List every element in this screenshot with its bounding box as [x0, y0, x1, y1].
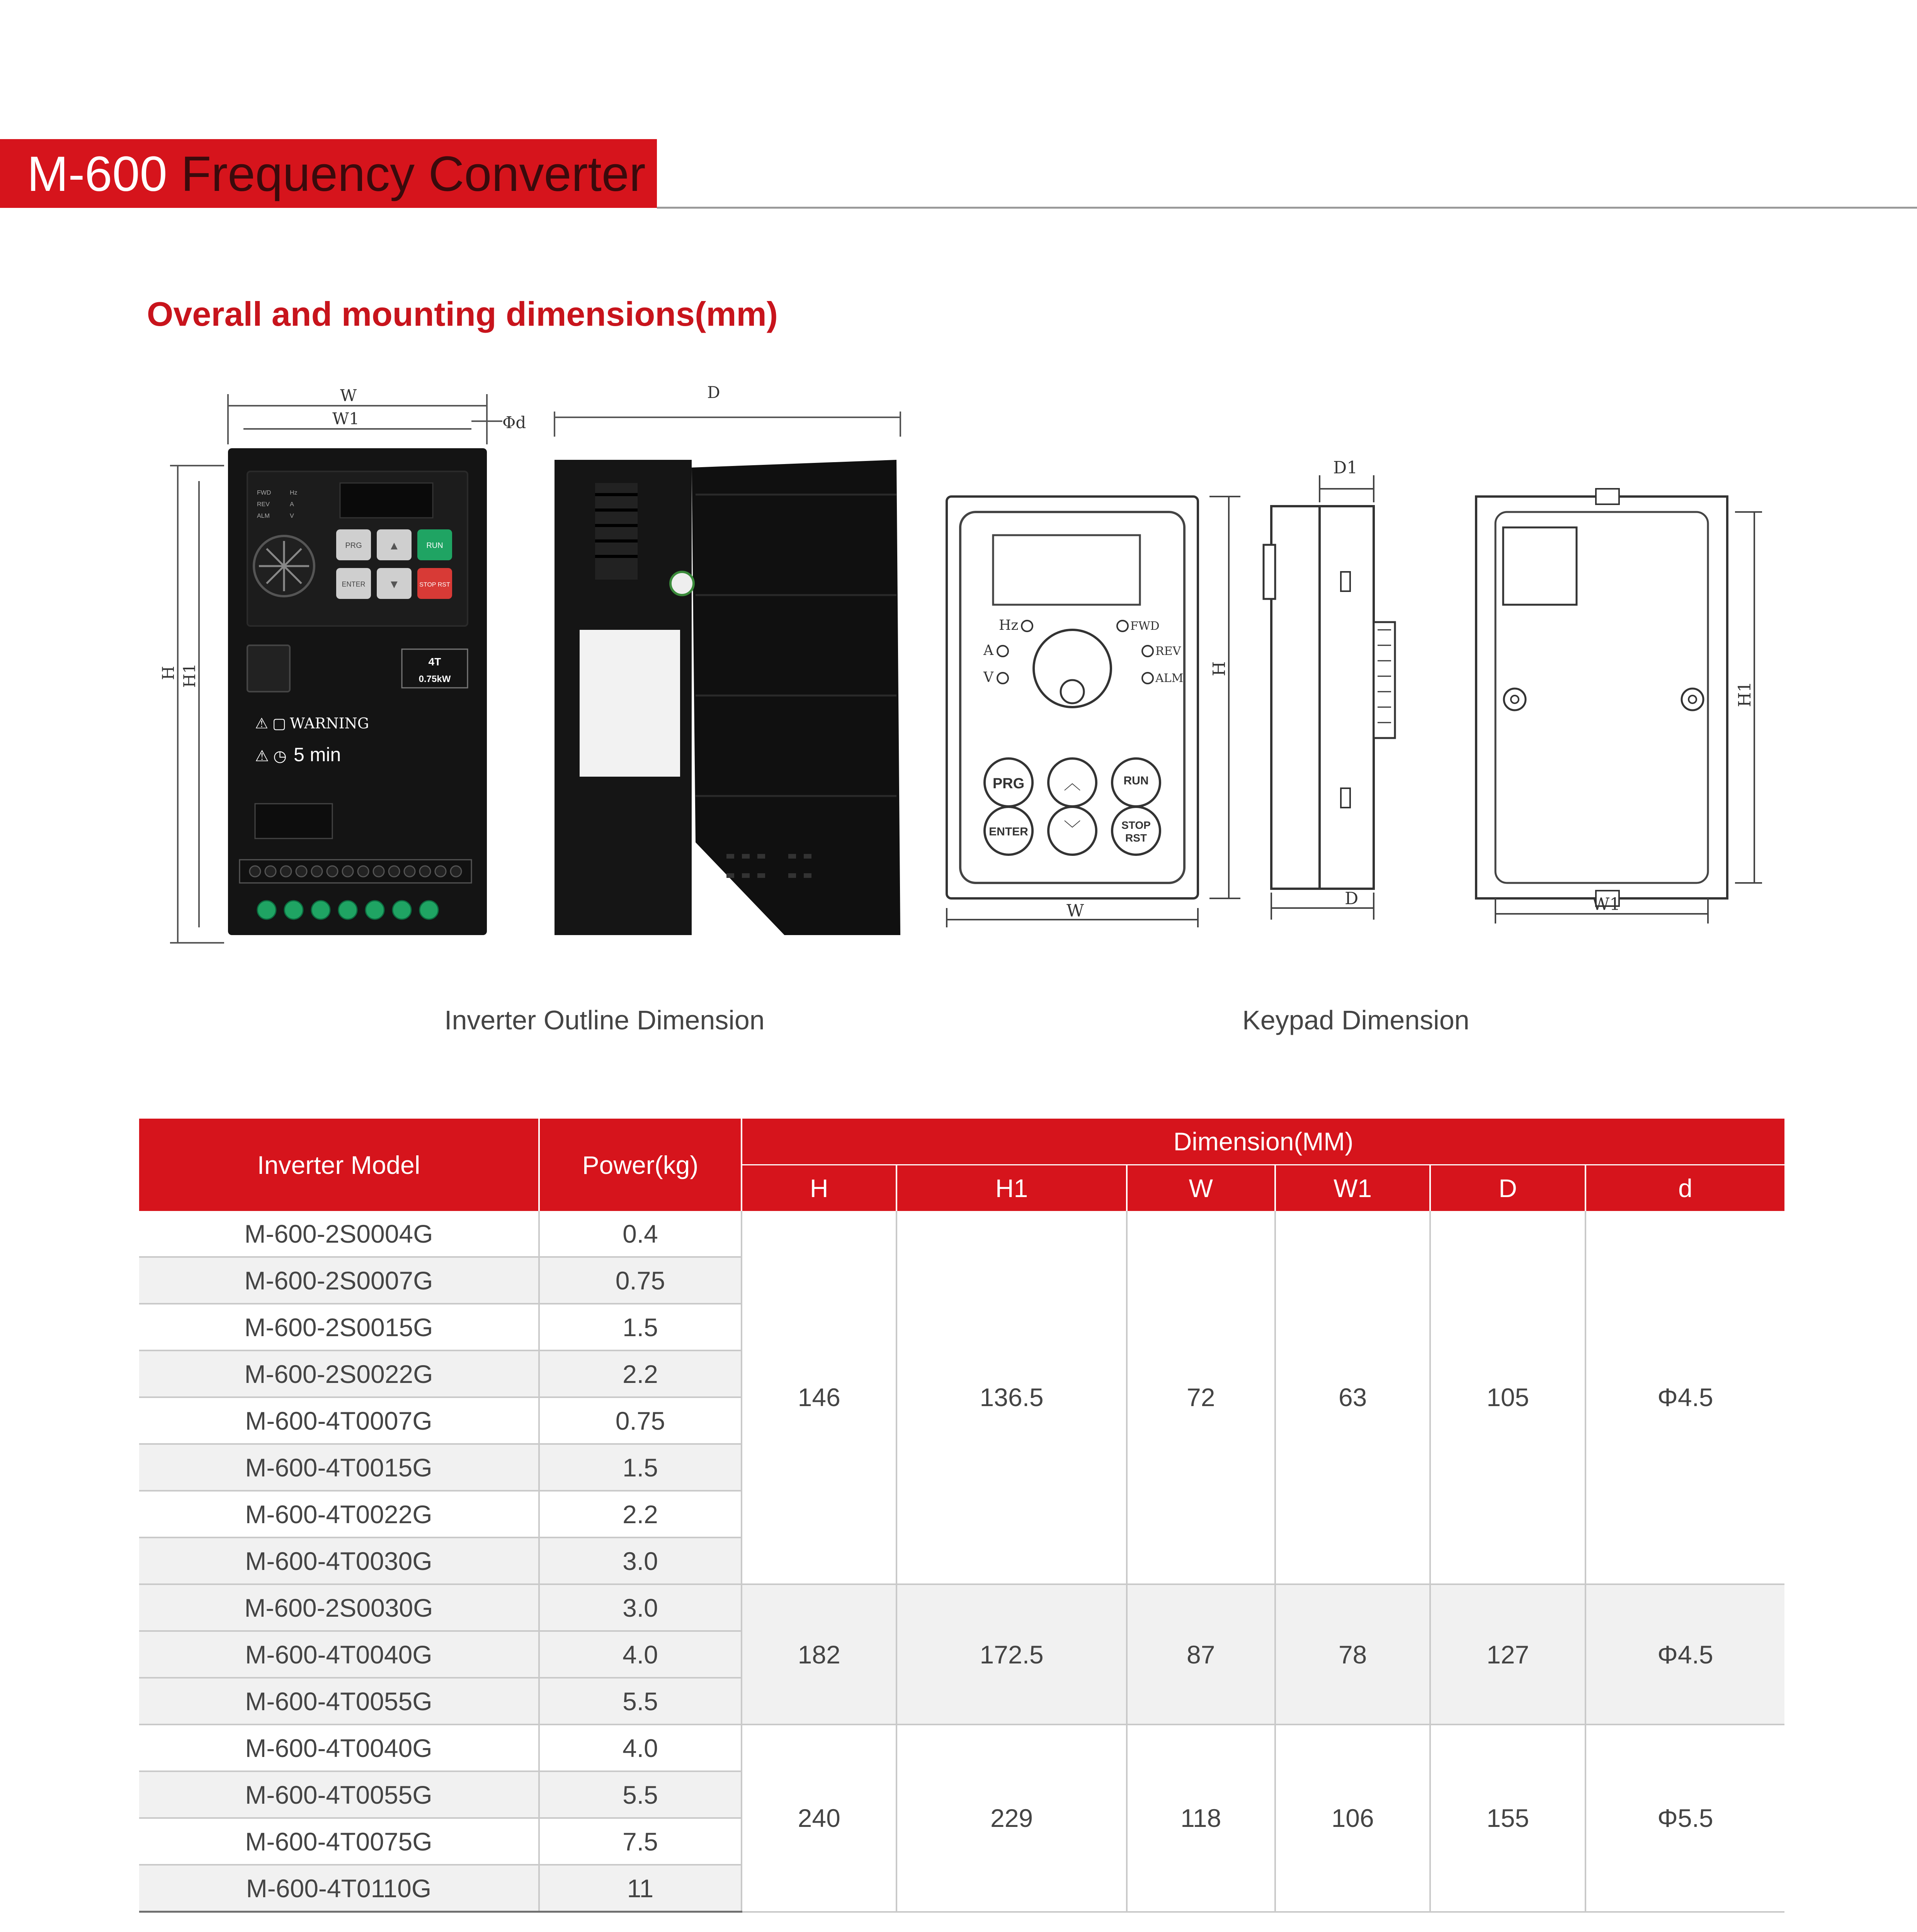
keypad-stop-label: STOP: [1121, 819, 1151, 831]
inverter-port-icon: [247, 645, 290, 692]
inverter-led-rev: REV: [257, 501, 270, 508]
keypad-ind-rev: REV: [1155, 645, 1181, 658]
inverter-rating-power: 0.75kW: [418, 674, 451, 684]
model-cell: M-600-4T0075G: [139, 1818, 539, 1865]
power-cell: 0.75: [539, 1397, 742, 1444]
power-cell: 0.4: [539, 1211, 742, 1257]
dim-w-cell: 118: [1127, 1725, 1275, 1912]
title-text: Frequency Converter: [181, 146, 646, 202]
keypad-side-view: [1264, 458, 1395, 920]
power-cell: 0.75: [539, 1257, 742, 1304]
model-cell: M-600-4T0022G: [139, 1491, 539, 1537]
table-row: [139, 1211, 1784, 1257]
inverter-dimension-table: [139, 1119, 1784, 1913]
model-cell: M-600-2S0030G: [139, 1584, 539, 1631]
dim-d-cell: 155: [1430, 1725, 1585, 1912]
keypad-dim-d: D: [1345, 889, 1359, 908]
inverter-led-fwd: FWD: [257, 490, 271, 496]
col-header-w1: W1: [1275, 1165, 1430, 1211]
keypad-dim-w: W: [1067, 901, 1084, 921]
keypad-prg-label: PRG: [992, 776, 1025, 792]
dim-d-cell: 105: [1430, 1211, 1585, 1584]
keypad-ind-fwd: FWD: [1130, 619, 1160, 633]
inverter-dim-phi-d: Φd: [502, 413, 526, 432]
keypad-rst-label: RST: [1125, 832, 1147, 844]
keypad-enter-label: ENTER: [989, 825, 1028, 838]
inverter-dim-d: D: [707, 383, 720, 402]
keypad-dim-d1: D1: [1333, 458, 1358, 478]
inverter-caption: Inverter Outline Dimension: [444, 1005, 765, 1035]
keypad-ind-alm: ALM: [1155, 672, 1184, 685]
svg-text:︿: ︿: [1064, 774, 1081, 793]
dim-hole-cell: Φ4.5: [1585, 1211, 1784, 1584]
dim-hole-cell: Φ4.5: [1585, 1584, 1784, 1725]
inverter-stop-label: STOP RST: [419, 582, 450, 588]
table-row: [139, 1584, 1784, 1631]
model-cell: M-600-4T0030G: [139, 1537, 539, 1584]
power-cell: 1.5: [539, 1444, 742, 1491]
inverter-side-view: [555, 460, 900, 935]
inverter-dim-w: W: [340, 386, 357, 405]
table-row: [139, 1725, 1784, 1771]
col-header-h1: H1: [896, 1165, 1126, 1211]
model-cell: M-600-2S0022G: [139, 1350, 539, 1397]
keypad-dimension-drawing: [927, 444, 1801, 927]
page-title: [27, 145, 646, 203]
col-header-power: Power(kg): [539, 1119, 742, 1211]
col-header-w: W: [1127, 1165, 1275, 1211]
terminal-row-top: [240, 860, 471, 883]
col-header-h: H: [742, 1165, 896, 1211]
keypad-caption: Keypad Dimension: [1242, 1005, 1470, 1035]
dim-hole-cell: Φ5.5: [1585, 1725, 1784, 1912]
inverter-side-label: [580, 630, 680, 777]
inverter-dim-w1: W1: [332, 409, 359, 428]
warning-icon: ⚠ ▢: [255, 716, 286, 732]
keypad-ind-a: A: [983, 643, 993, 658]
model-cell: M-600-2S0004G: [139, 1211, 539, 1257]
dim-h-cell: 146: [742, 1211, 896, 1584]
inverter-enter-label: ENTER: [342, 580, 366, 588]
model-cell: M-600-4T0015G: [139, 1444, 539, 1491]
svg-text:▲: ▲: [388, 539, 400, 552]
inverter-led-v: V: [290, 513, 294, 519]
keypad-front-view: [947, 497, 1240, 927]
clock-icon: ⚠ ◷: [255, 748, 287, 765]
inverter-led-a: A: [290, 501, 294, 508]
model-cell: M-600-4T0007G: [139, 1397, 539, 1444]
dim-h1-cell: 229: [896, 1725, 1126, 1912]
power-cell: 1.5: [539, 1304, 742, 1350]
model-cell: M-600-4T0110G: [139, 1865, 539, 1912]
col-header-dimension: Dimension(MM): [742, 1119, 1784, 1165]
title-model: M-600: [27, 146, 167, 202]
dim-w1-cell: 106: [1275, 1725, 1430, 1912]
model-cell: M-600-4T0040G: [139, 1725, 539, 1771]
svg-text:▼: ▼: [388, 578, 400, 591]
dim-h1-cell: 172.5: [896, 1584, 1126, 1725]
model-cell: M-600-2S0007G: [139, 1257, 539, 1304]
keypad-dim-h: H: [1209, 661, 1229, 676]
dim-w-cell: 87: [1127, 1584, 1275, 1725]
inverter-dim-h1: H1: [180, 663, 199, 688]
inverter-led-hz: Hz: [290, 490, 298, 496]
model-cell: M-600-4T0055G: [139, 1771, 539, 1818]
keypad-back-view: [1476, 489, 1762, 923]
col-header-d: D: [1430, 1165, 1585, 1211]
power-cell: 11: [539, 1865, 742, 1912]
model-cell: M-600-4T0040G: [139, 1631, 539, 1678]
section-heading: Overall and mounting dimensions(mm): [147, 295, 778, 333]
power-cell: 3.0: [539, 1584, 742, 1631]
power-cell: 7.5: [539, 1818, 742, 1865]
power-cell: 2.2: [539, 1491, 742, 1537]
inverter-warning: WARNING: [290, 715, 369, 732]
inverter-rating-code: 4T: [428, 656, 441, 668]
keypad-dim-w1: W1: [1592, 895, 1621, 914]
inverter-outline-drawing: [131, 379, 935, 958]
dim-h-cell: 240: [742, 1725, 896, 1912]
model-cell: M-600-4T0055G: [139, 1678, 539, 1725]
keypad-dim-h1: H1: [1735, 681, 1755, 707]
inverter-led-alm: ALM: [257, 513, 270, 519]
power-cell: 3.0: [539, 1537, 742, 1584]
svg-text:﹀: ﹀: [1064, 820, 1081, 838]
power-cell: 2.2: [539, 1350, 742, 1397]
inverter-run-label: RUN: [426, 541, 443, 550]
dim-w1-cell: 63: [1275, 1211, 1430, 1584]
dim-h-cell: 182: [742, 1584, 896, 1725]
dim-w1-cell: 78: [1275, 1584, 1430, 1725]
power-cell: 4.0: [539, 1725, 742, 1771]
dim-d-cell: 127: [1430, 1584, 1585, 1725]
model-cell: M-600-2S0015G: [139, 1304, 539, 1350]
keypad-ind-hz: Hz: [999, 617, 1019, 633]
keypad-ind-v: V: [983, 670, 993, 685]
power-cell: 5.5: [539, 1678, 742, 1725]
power-cell: 5.5: [539, 1771, 742, 1818]
power-cell: 4.0: [539, 1631, 742, 1678]
inverter-warning-time: 5 min: [294, 744, 341, 765]
inverter-front-view: [228, 448, 487, 935]
dim-w-cell: 72: [1127, 1211, 1275, 1584]
title-divider: [657, 207, 1917, 209]
keypad-run-label: RUN: [1123, 774, 1149, 787]
inverter-prg-label: PRG: [345, 541, 362, 550]
inverter-dim-h: H: [159, 666, 178, 680]
col-header-model: Inverter Model: [139, 1119, 539, 1211]
dim-h1-cell: 136.5: [896, 1211, 1126, 1584]
col-header-hole-d: d: [1585, 1165, 1784, 1211]
